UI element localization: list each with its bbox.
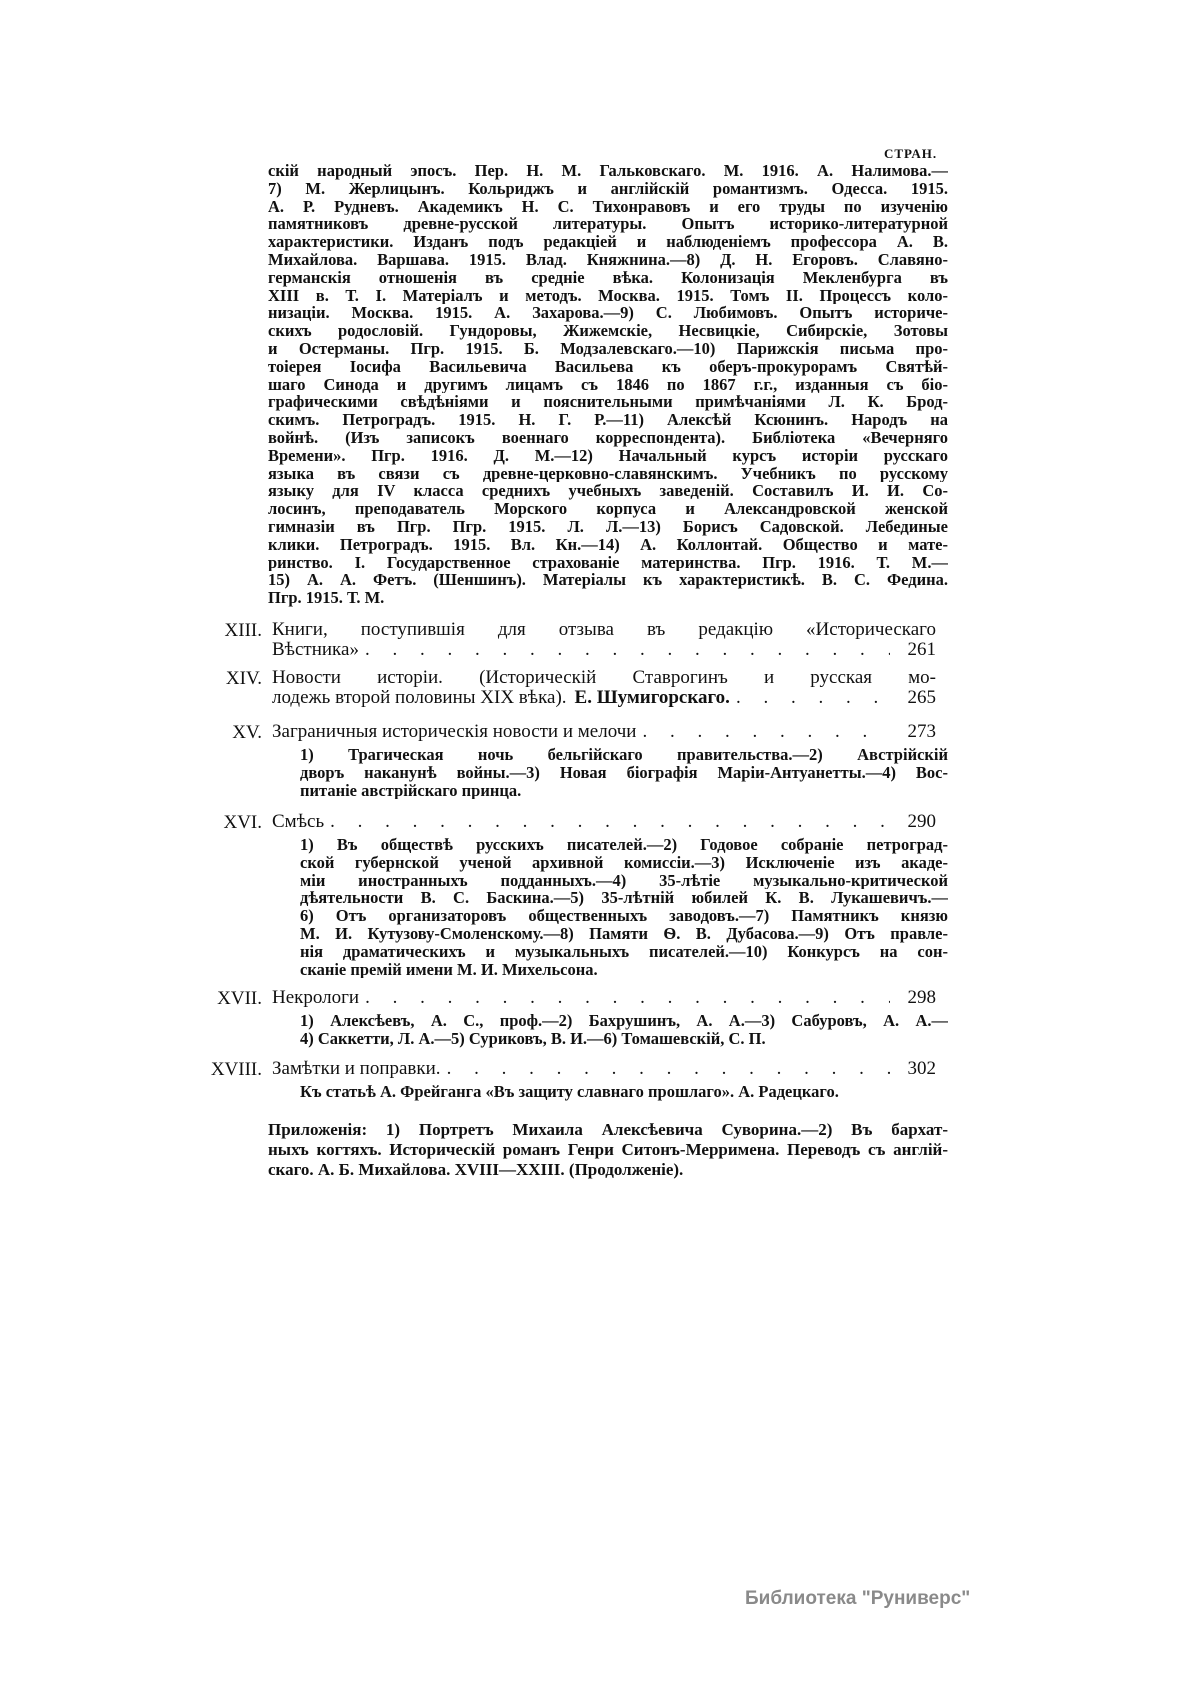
text-line: Приложенія: 1) Портретъ Михаила Алексѣевича Суворина.—2) Въ бархат- bbox=[268, 1120, 948, 1139]
toc-entry-last-line bbox=[272, 812, 936, 832]
text-line: клики. Петроградъ. 1915. Вл. Кн.—14) А. Коллонтай. Общество и мате- bbox=[268, 535, 948, 554]
text-line: Времени». Пгр. 1916. Д. М.—12) Начальный курсъ исторіи русскаго bbox=[268, 446, 948, 465]
toc-entry-number: XVIII. bbox=[210, 1059, 262, 1080]
text-line: 6) Отъ организаторовъ общественныхъ заводовъ.—7) Памятникъ князю bbox=[300, 907, 948, 925]
toc-entry-contents bbox=[300, 1012, 948, 1048]
text-line: Пгр. 1915. Т. М. bbox=[268, 589, 385, 607]
toc-entry-last-line bbox=[272, 640, 936, 660]
text-line: германскія отношенія въ средніе вѣка. Колонизація Мекленбурга въ bbox=[268, 268, 948, 287]
toc-entry-title: Вѣстника» bbox=[272, 639, 359, 660]
toc-page-number: 273 bbox=[907, 721, 936, 742]
toc-entry-title: Некрологи bbox=[272, 987, 360, 1008]
toc-entry-body bbox=[272, 1059, 936, 1079]
toc-entry-title: Замѣтки и поправки. bbox=[272, 1058, 441, 1079]
text-line: А. Р. Рудневъ. Академикъ Н. С. Тихонравовъ и его труды по изученію bbox=[268, 197, 948, 216]
leader-dots bbox=[642, 722, 890, 742]
toc-entry-title-line: Новости исторіи. (Историческій Ставрогинъ и русская мо- bbox=[272, 667, 936, 688]
toc-entry-number: XIV. bbox=[225, 668, 262, 689]
text-line: 1) Въ обществѣ русскихъ писателей.—2) Годовое собраніе петроград- bbox=[300, 836, 948, 854]
text-line: скихъ родословій. Гундоровы, Жижемскіе, Несвицкіе, Сибирскіе, Зотовы bbox=[268, 322, 948, 340]
toc-entry-title: Заграничныя историческія новости и мелочи bbox=[272, 721, 637, 742]
leader-dots bbox=[447, 1059, 890, 1079]
text-line: 15) А. А. Фетъ. (Шеншинъ). Матеріалы къ характеристикѣ. В. С. Федина. bbox=[268, 571, 948, 590]
text-line: Михайлова. Варшава. 1915. Влад. Княжнина.—8) Д. Н. Егоровъ. Славяно- bbox=[268, 250, 948, 269]
text-line: 4) Саккетти, Л. А.—5) Суриковъ, В. И.—6) Томашевскій, С. П. bbox=[300, 1029, 766, 1048]
text-line: XIII в. Т. I. Матеріалъ и методъ. Москва. 1915. Томъ II. Процессъ коло- bbox=[268, 286, 948, 305]
toc-entry-last-line bbox=[272, 988, 936, 1008]
text-line: низаціи. Москва. 1915. А. Захарова.—9) С. Любимовъ. Опытъ историче- bbox=[268, 304, 948, 323]
text-line: тоіерея Іосифа Васильевича Васильева къ оберъ-прокурорамъ Святѣй- bbox=[268, 357, 948, 376]
text-line: языку для IV класса среднихъ учебныхъ заведеній. Составилъ И. И. Со- bbox=[268, 482, 948, 501]
toc-entry-title-line: Книги, поступившія для отзыва въ редакцію «Историческаго bbox=[272, 619, 936, 640]
toc-entry-contents bbox=[300, 746, 948, 799]
toc-entry-body bbox=[272, 812, 936, 832]
leader-dots bbox=[365, 988, 890, 1008]
toc-entry-body bbox=[272, 668, 936, 708]
text-line: скаго. А. Б. Михайлова. XVIII—XXIII. (Продолженіе). bbox=[268, 1160, 684, 1179]
library-watermark: Библиотека "Руниверс" bbox=[745, 1588, 971, 1609]
toc-entry-last-line bbox=[272, 1059, 936, 1079]
text-line: 1) Трагическая ночь бельгійскаго правительства.—2) Австрійскій bbox=[300, 746, 948, 764]
text-line: графическими свѣдѣніями и пояснительными примѣчаніями Л. К. Брод- bbox=[268, 393, 948, 412]
leader-dots bbox=[736, 688, 890, 708]
text-line: дворъ наканунѣ войны.—3) Новая біографія Маріи-Антуанетты.—4) Вос- bbox=[300, 763, 948, 782]
text-line: гимназіи въ Пгр. Пгр. 1915. Л. Л.—13) Борисъ Садовской. Лебединые bbox=[268, 517, 948, 536]
text-line: ринство. I. Государственное страхованіе материнства. Пгр. 1916. Т. М.— bbox=[268, 553, 948, 572]
appendix-paragraph bbox=[268, 1120, 948, 1180]
leader-dots bbox=[365, 640, 890, 660]
text-line: 7) М. Жерлицынъ. Кольриджъ и англійскій романтизмъ. Одесса. 1915. bbox=[268, 179, 948, 198]
text-line: и Остерманы. Пгр. 1915. Б. Модзалевскаго.—10) Парижскія письма про- bbox=[268, 339, 948, 358]
text-line: нія драматическихъ и музыкальныхъ писателей.—10) Конкурсъ на сон- bbox=[300, 942, 948, 961]
text-line: М. И. Кутузову-Смоленскому.—8) Памяти Ѳ. В. Дубасова.—9) Отъ правле- bbox=[300, 924, 948, 943]
text-line: скій народный эпосъ. Пер. Н. М. Гальковскаго. М. 1916. А. Налимова.— bbox=[268, 162, 948, 180]
leader-dots bbox=[330, 812, 890, 832]
text-line: ныхъ когтяхъ. Историческій романъ Генри Ситонъ-Мерримена. Переводъ съ англій- bbox=[268, 1140, 948, 1159]
toc-entry-body bbox=[272, 722, 936, 742]
text-line: міи иностранныхъ подданныхъ.—4) 35-лѣтіе музыкально-критической bbox=[300, 871, 948, 890]
text-line: характеристики. Изданъ подъ редакціей и наблюденіемъ профессора А. В. bbox=[268, 233, 948, 251]
toc-entry-author: Е. Шумигорскаго. bbox=[574, 687, 730, 708]
text-line: Къ статьѣ А. Фрейганга «Въ защиту славнаго прошлаго». А. Радецкаго. bbox=[300, 1083, 839, 1101]
toc-entry-number: XV. bbox=[232, 722, 262, 743]
toc-page-number: 302 bbox=[907, 1058, 936, 1079]
text-line: скимъ. Петроградъ. 1915. Н. Г. Р.—11) Алексѣй Ксюнинъ. Народъ на bbox=[268, 411, 948, 429]
toc-entry-last-line bbox=[272, 722, 936, 742]
toc-page-number: 298 bbox=[907, 987, 936, 1008]
toc-entry-last-line bbox=[272, 688, 936, 708]
text-line: войнѣ. (Изъ записокъ военнаго корреспондента). Библіотека «Вечерняго bbox=[268, 428, 948, 447]
text-line: дѣятельности В. С. Баскина.—5) 35-лѣтній юбилей К. В. Лукашевичъ.— bbox=[300, 889, 948, 908]
text-line: лосинъ, преподаватель Морского корпуса и Александровской женской bbox=[268, 500, 948, 518]
toc-page-number: 261 bbox=[907, 639, 936, 660]
text-line: 1) Алексѣевъ, А. С., проф.—2) Бахрушинъ, А. А.—3) Сабуровъ, А. А.— bbox=[300, 1012, 948, 1030]
toc-page-number: 290 bbox=[907, 811, 936, 832]
toc-entry-number: XIII. bbox=[224, 620, 262, 641]
continuation-paragraph bbox=[268, 162, 948, 607]
text-line: шаго Синода и другимъ лицамъ съ 1846 по 1867 г.г., изданныя съ біо- bbox=[268, 375, 948, 394]
toc-entry-body bbox=[272, 988, 936, 1008]
text-line: памятниковъ древне-русской литературы. Опытъ историко-литературной bbox=[268, 215, 948, 234]
toc-page-number: 265 bbox=[907, 687, 936, 708]
text-line: питаніе австрійскаго принца. bbox=[300, 781, 522, 800]
toc-entry-number: XVI. bbox=[223, 812, 262, 833]
toc-entry-contents bbox=[300, 1083, 948, 1101]
toc-entry-title: Смѣсь bbox=[272, 811, 325, 832]
text-line: сканіе премій имени М. И. Михельсона. bbox=[300, 960, 598, 979]
toc-entry-contents bbox=[300, 836, 948, 978]
text-line: языка въ связи съ древне-церковно-славянскимъ. Учебникъ по русскому bbox=[268, 464, 948, 483]
page-column-header: СТРАН. bbox=[884, 146, 938, 161]
toc-entry-body bbox=[272, 620, 936, 660]
toc-entry-title: лодежь второй половины XIX вѣка). bbox=[272, 687, 567, 708]
text-line: ской губернской ученой архивной комиссіи.—3) Исключеніе изъ акаде- bbox=[300, 853, 948, 872]
toc-entry-number: XVII. bbox=[217, 988, 262, 1009]
